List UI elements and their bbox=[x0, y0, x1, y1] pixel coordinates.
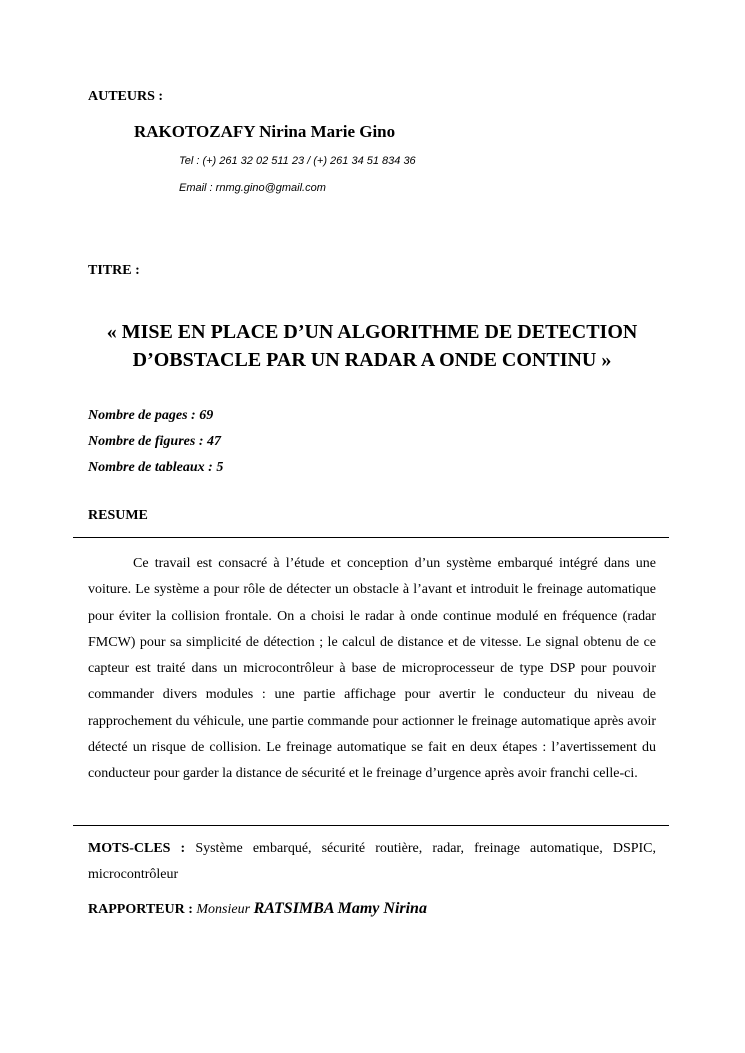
author-phone: Tel : (+) 261 32 02 511 23 / (+) 261 34 51 834 36 bbox=[179, 155, 416, 167]
divider-bottom bbox=[73, 825, 669, 826]
divider-top bbox=[73, 537, 669, 538]
page-count: Nombre de pages : 69 bbox=[88, 408, 214, 423]
rapporteur-title: Monsieur bbox=[196, 902, 251, 917]
keywords-label: MOTS-CLES : bbox=[88, 841, 186, 856]
figure-count: Nombre de figures : 47 bbox=[88, 434, 221, 449]
authors-heading: AUTEURS : bbox=[88, 89, 164, 104]
author-name: RAKOTOZAFY Nirina Marie Gino bbox=[134, 122, 396, 141]
author-email: Email : rnmg.gino@gmail.com bbox=[179, 182, 326, 194]
keywords-paragraph bbox=[88, 836, 656, 888]
rapporteur-name: RATSIMBA Mamy Nirina bbox=[253, 900, 427, 917]
rapporteur-line bbox=[88, 900, 427, 918]
title-heading: TITRE : bbox=[88, 263, 140, 278]
abstract-body: Ce travail est consacré à l’étude et conception d’un système embarqué intégré dans une voiture. Le système a pour rôle de détecter un obstacle à l’avant et introduit le freinage automatique pour éviter la collision frontale. On a choisi le radar à onde continue modulé en fréquence (radar FMCW) pour sa simplicité de détection ; le calcul de distance et de vitesse. Le signal obtenu de ce capteur est traité dans un microcontrôleur à base de microprocesseur de type DSP pour pouvoir commander divers modules : une partie affichage pour avertir le conducteur du niveau de rapprochement du véhicule, une partie commande pour actionner le freinage automatique après avoir détecté un risque de collision. Le freinage automatique se fait en deux étapes : l’avertissement du conducteur pour garder la distance de sécurité et le freinage d’urgence après avoir franchi celle-ci. bbox=[88, 556, 656, 782]
table-count: Nombre de tableaux : 5 bbox=[88, 460, 224, 475]
rapporteur-label: RAPPORTEUR : bbox=[88, 902, 193, 917]
document-title: « MISE EN PLACE D’UN ALGORITHME DE DETECTION D’OBSTACLE PAR UN RADAR A ONDE CONTINU » bbox=[106, 321, 638, 371]
resume-heading: RESUME bbox=[88, 508, 148, 523]
keywords-text: Système embarqué, sécurité routière, radar, freinage automatique, DSPIC, microcontrôleur bbox=[88, 841, 657, 882]
